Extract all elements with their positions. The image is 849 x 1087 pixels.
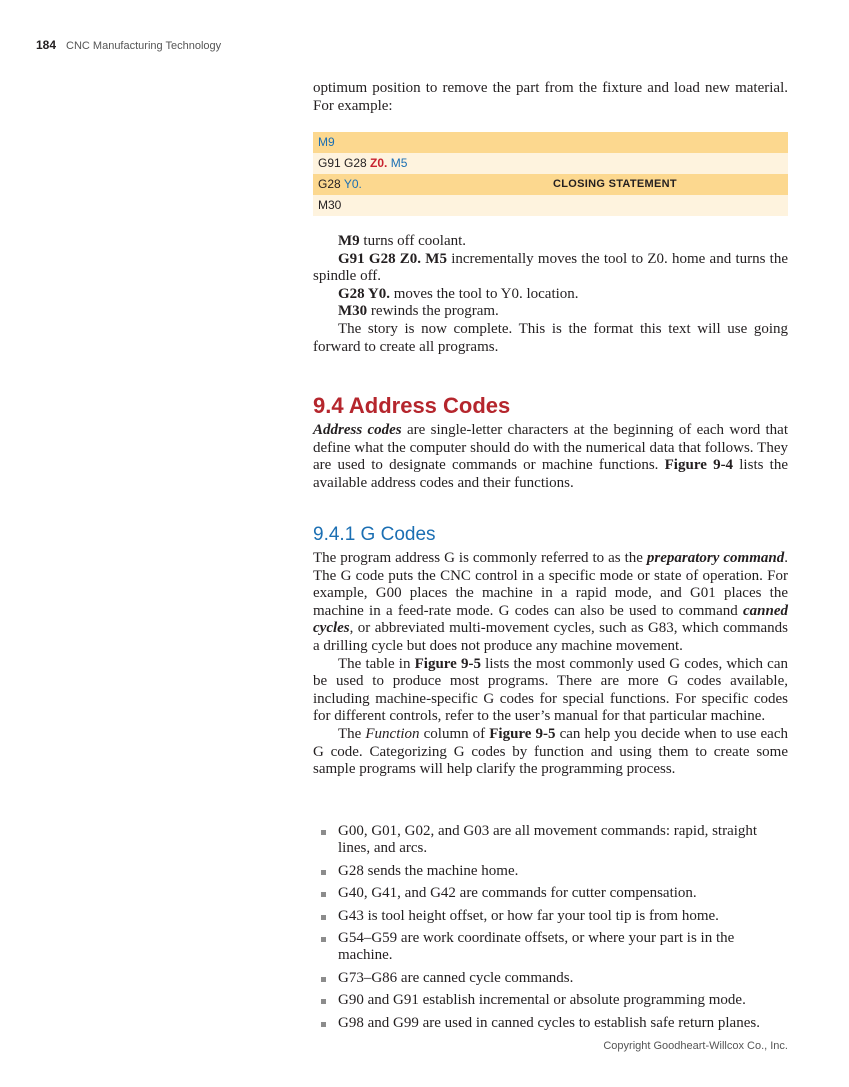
subsection-heading: 9.4.1 G Codes xyxy=(313,524,436,545)
running-header xyxy=(36,38,221,52)
code-row: M30 xyxy=(313,195,788,216)
list-item: G73–G86 are canned cycle commands. xyxy=(313,970,788,987)
code-row: G91 G28 Z0. M5 xyxy=(313,153,788,174)
code-row: G28 Y0. CLOSING STATEMENT xyxy=(313,174,788,195)
closing-statement-label: CLOSING STATEMENT xyxy=(553,178,677,190)
section-address-codes: 9.4 Address Codes Address codes are single-letter characters at the beginning of each word that define what the computer should do with the numerical data that follows. They are used to designate commands or machine functions. Figure 9-4 lists the available address codes and their functions. xyxy=(313,393,789,491)
copyright-footer: Copyright Goodheart-Willcox Co., Inc. xyxy=(603,1040,788,1052)
page-number: 184 xyxy=(36,38,57,52)
list-item: G40, G41, and G42 are commands for cutter compensation. xyxy=(313,885,788,902)
code-example-table xyxy=(313,132,788,216)
list-item: G43 is tool height offset, or how far your tool tip is from home. xyxy=(313,908,788,925)
code-row: M9 xyxy=(313,132,788,153)
code-explanation: M9 turns off coolant. G91 G28 Z0. M5 incrementally moves the tool to Z0. home and turns the spindle off. G28 Y0. moves the tool to Y0. location. M30 rewinds the program. The story is now complete. This is the format this text will use going forward to create all programs. xyxy=(313,233,788,355)
book-title: CNC Manufacturing Technology xyxy=(66,40,222,52)
list-item: G54–G59 are work coordinate offsets, or where your part is in the machine. xyxy=(313,930,788,965)
section-heading: 9.4 Address Codes xyxy=(313,393,511,418)
list-item: G90 and G91 establish incremental or absolute programming mode. xyxy=(313,992,788,1009)
list-item: G00, G01, G02, and G03 are all movement commands: rapid, straight lines, and arcs. xyxy=(313,823,788,858)
intro-paragraph xyxy=(313,80,788,115)
list-item: G98 and G99 are used in canned cycles to establish safe return planes. xyxy=(313,1015,788,1032)
list-item: G28 sends the machine home. xyxy=(313,863,788,880)
section-g-codes: 9.4.1 G Codes The program address G is commonly referred to as the preparatory command. The G code puts the CNC control in a specific mode or state of operation. For example, G00 places the machine in a rapid mode, and G01 places the machine in a feed-rate mode. G codes can also be used to command canned cycles, or abbreviated multi-movement cycles, such as G83, which commands a drilling cycle but does not produce any machine movement. The table in Figure 9-5 lists the most commonly used G codes, which can be used to produce most programs. There are more G codes available, including machine-specific G codes for special functions. For specific codes for different controls, refer to the user’s manual for that particular machine. The Function column of Figure 9-5 can help you decide when to use each G code. Categorizing G codes by function and using them to create some sample programs will help clarify the programming process. xyxy=(313,524,788,778)
g-code-bullet-list xyxy=(313,823,788,1037)
intro-text: optimum position to remove the part from the fixture and load new material. For example: xyxy=(313,80,788,114)
